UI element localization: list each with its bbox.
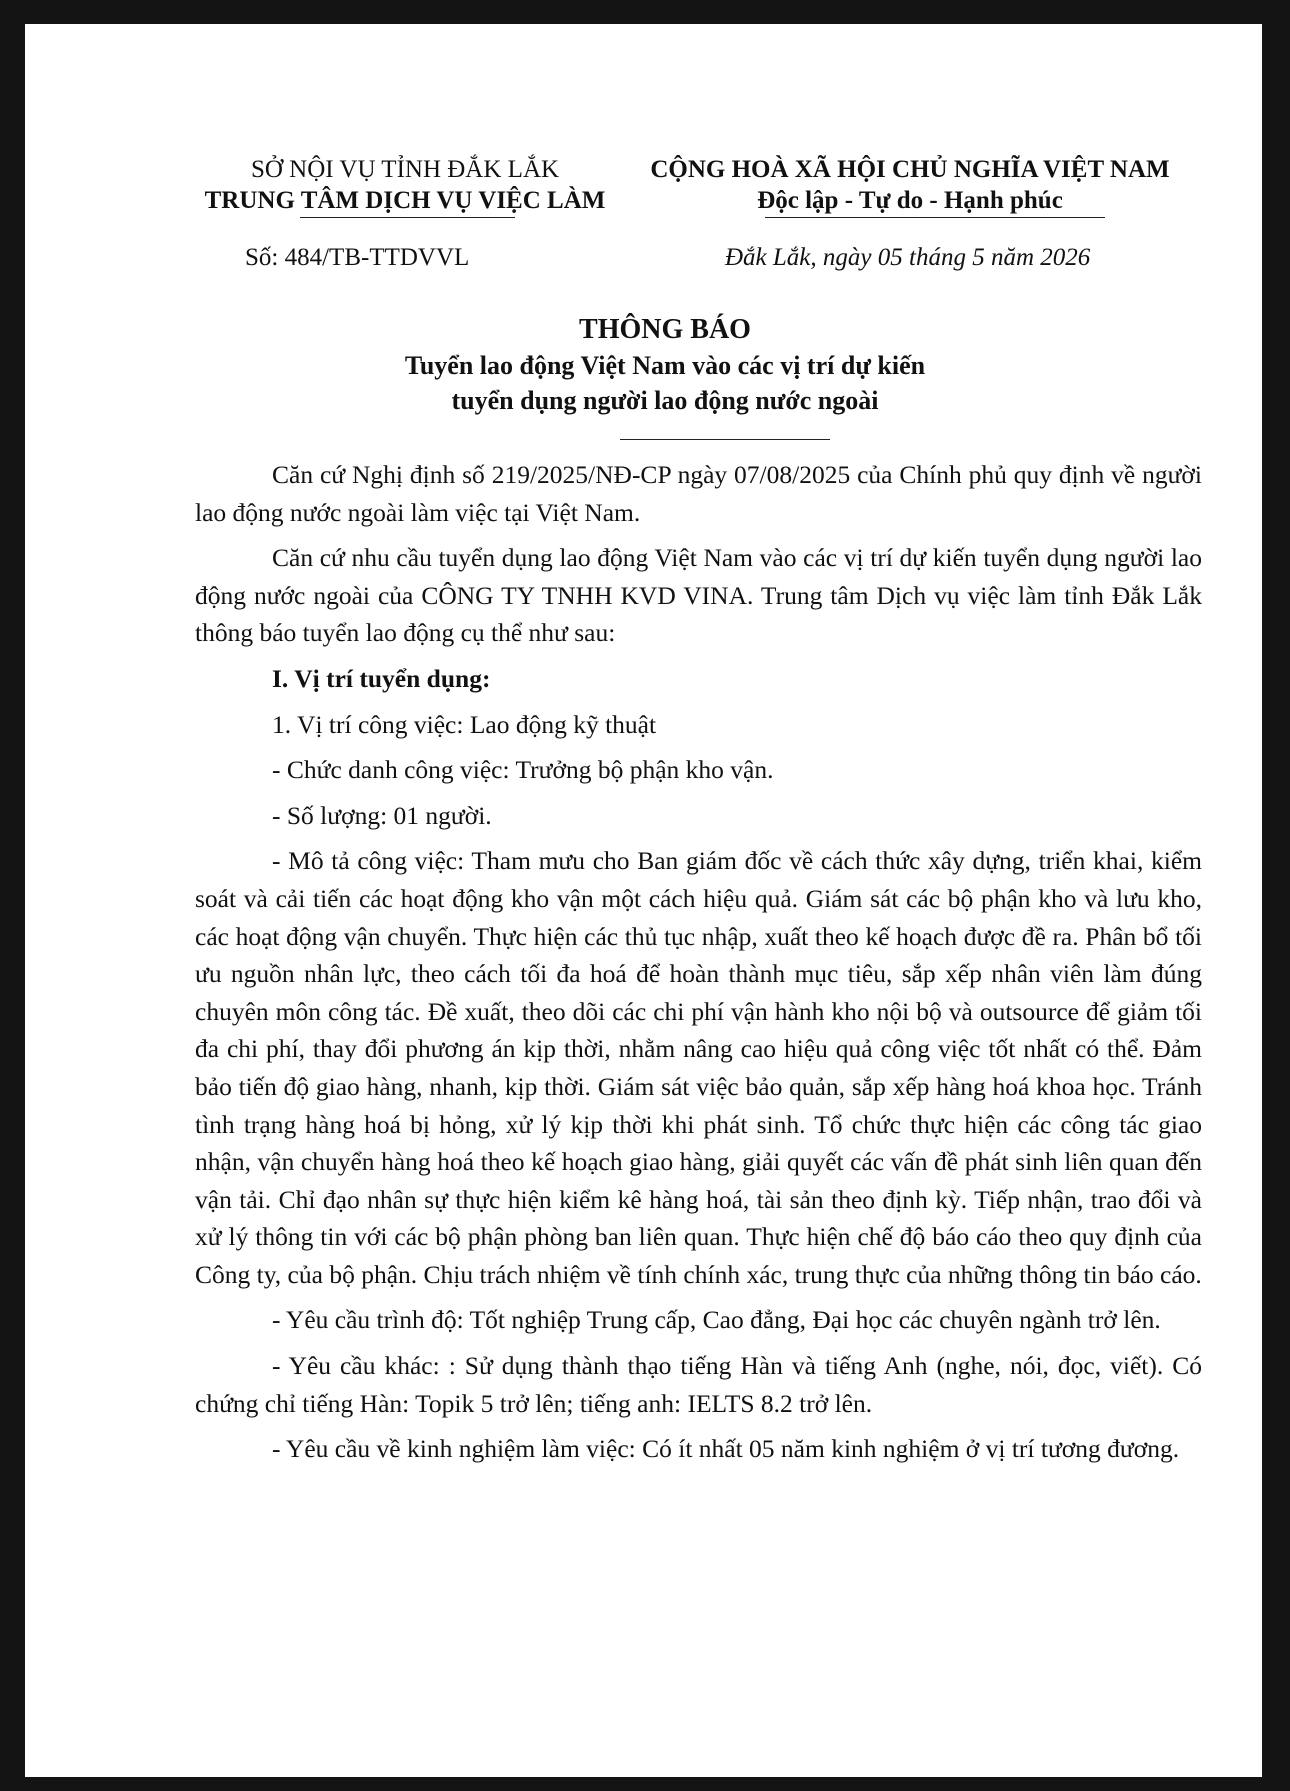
agency-underline bbox=[300, 217, 515, 218]
job-title-line: - Chức danh công việc: Trưởng bộ phận kho vận. bbox=[272, 755, 774, 785]
document-number: Số: 484/TB-TTDVVL bbox=[245, 244, 470, 271]
document-date: Đắk Lắk, ngày 05 tháng 5 năm 2026 bbox=[725, 244, 1091, 271]
document-title-block bbox=[225, 312, 1105, 418]
document-subtitle-line1: Tuyển lao động Việt Nam vào các vị trí dự kiến bbox=[404, 351, 926, 380]
legal-basis-paragraph: Căn cứ Nghị định số 219/2025/NĐ-CP ngày 07/08/2025 của Chính phủ quy định về người lao động nước ngoài làm việc tại Việt Nam. bbox=[195, 460, 1202, 527]
issuing-agency bbox=[195, 154, 615, 216]
recruitment-need-paragraph: Căn cứ nhu cầu tuyển dụng lao động Việt Nam vào các vị trí dự kiến tuyển dụng người lao động nước ngoài của CÔNG TY TNHH KVD VINA. Trung tâm Dịch vụ việc làm tỉnh Đắk Lắk thông báo tuyển lao động cụ thể như sau: bbox=[195, 543, 1202, 648]
motto-underline bbox=[765, 217, 1105, 218]
document-subtitle-line2: tuyển dụng người lao động nước ngoài bbox=[451, 386, 879, 415]
agency-parent: SỞ NỘI VỤ TỈNH ĐẮK LẮK bbox=[250, 156, 560, 183]
national-title: CỘNG HOÀ XÃ HỘI CHỦ NGHĨA VIỆT NAM bbox=[650, 156, 1170, 183]
document-page bbox=[25, 24, 1262, 1777]
job-description-paragraph: - Mô tả công việc: Tham mưu cho Ban giám đốc về cách thức xây dựng, triển khai, kiểm soát và cải tiến các hoạt động kho vận một cách hiệu quả. Giám sát các bộ phận kho và lưu kho, các hoạt động vận chuyển. Thực hiện các thủ tục nhập, xuất theo kế hoạch được đề ra. Phân bổ tối ưu nguồn nhân lực, theo cách tối đa hoá để hoàn thành mục tiêu, sắp xếp nhân viên làm đúng chuyên môn công tác. Đề xuất, theo dõi các chi phí vận hành kho nội bộ và outsource để giảm tối đa chi phí, thay đổi phương án kịp thời, nhằm nâng cao hiệu quả công việc tốt nhất có thể. Đảm bảo tiến độ giao hàng, nhanh, kịp thời. Giám sát việc bảo quản, sắp xếp hàng hoá khoa học. Tránh tình trạng hàng hoá bị hỏng, xử lý kịp thời khi phát sinh. Tổ chức thực hiện các công tác giao nhận, vận chuyển hàng hoá theo kế hoạch giao hàng, giải quyết các vấn đề phát sinh liên quan đến vận tải. Chỉ đạo nhân sự thực hiện kiểm kê hàng hoá, tài sản theo định kỳ. Tiếp nhận, trao đổi và xử lý thông tin với các bộ phận phòng ban liên quan. Thực hiện chế độ báo cáo theo quy định của Công ty, của bộ phận. Chịu trách nhiệm về tính chính xác, trung thực của những thông tin báo cáo. bbox=[195, 846, 1202, 1289]
agency-name: TRUNG TÂM DỊCH VỤ VIỆC LÀM bbox=[204, 187, 606, 214]
title-underline bbox=[620, 439, 830, 440]
national-heading bbox=[645, 154, 1175, 216]
education-requirement: - Yêu cầu trình độ: Tốt nghiệp Trung cấp, Cao đẳng, Đại học các chuyên ngành trở lên. bbox=[272, 1305, 1161, 1335]
document-title: THÔNG BÁO bbox=[579, 314, 751, 345]
other-requirement: - Yêu cầu khác: : Sử dụng thành thạo tiếng Hàn và tiếng Anh (nghe, nói, đọc, viết). Có chứng chỉ tiếng Hàn: Topik 5 trở lên; tiếng anh: IELTS 8.2 trở lên. bbox=[195, 1351, 1202, 1418]
experience-requirement: - Yêu cầu về kinh nghiệm làm việc: Có ít nhất 05 năm kinh nghiệm ở vị trí tương đương. bbox=[272, 1434, 1180, 1464]
national-motto: Độc lập - Tự do - Hạnh phúc bbox=[757, 187, 1063, 214]
document-body bbox=[195, 456, 1202, 1476]
section-heading: I. Vị trí tuyển dụng: bbox=[272, 663, 491, 693]
position-item: 1. Vị trí công việc: Lao động kỹ thuật bbox=[272, 709, 657, 739]
quantity-line: - Số lượng: 01 người. bbox=[272, 800, 492, 830]
